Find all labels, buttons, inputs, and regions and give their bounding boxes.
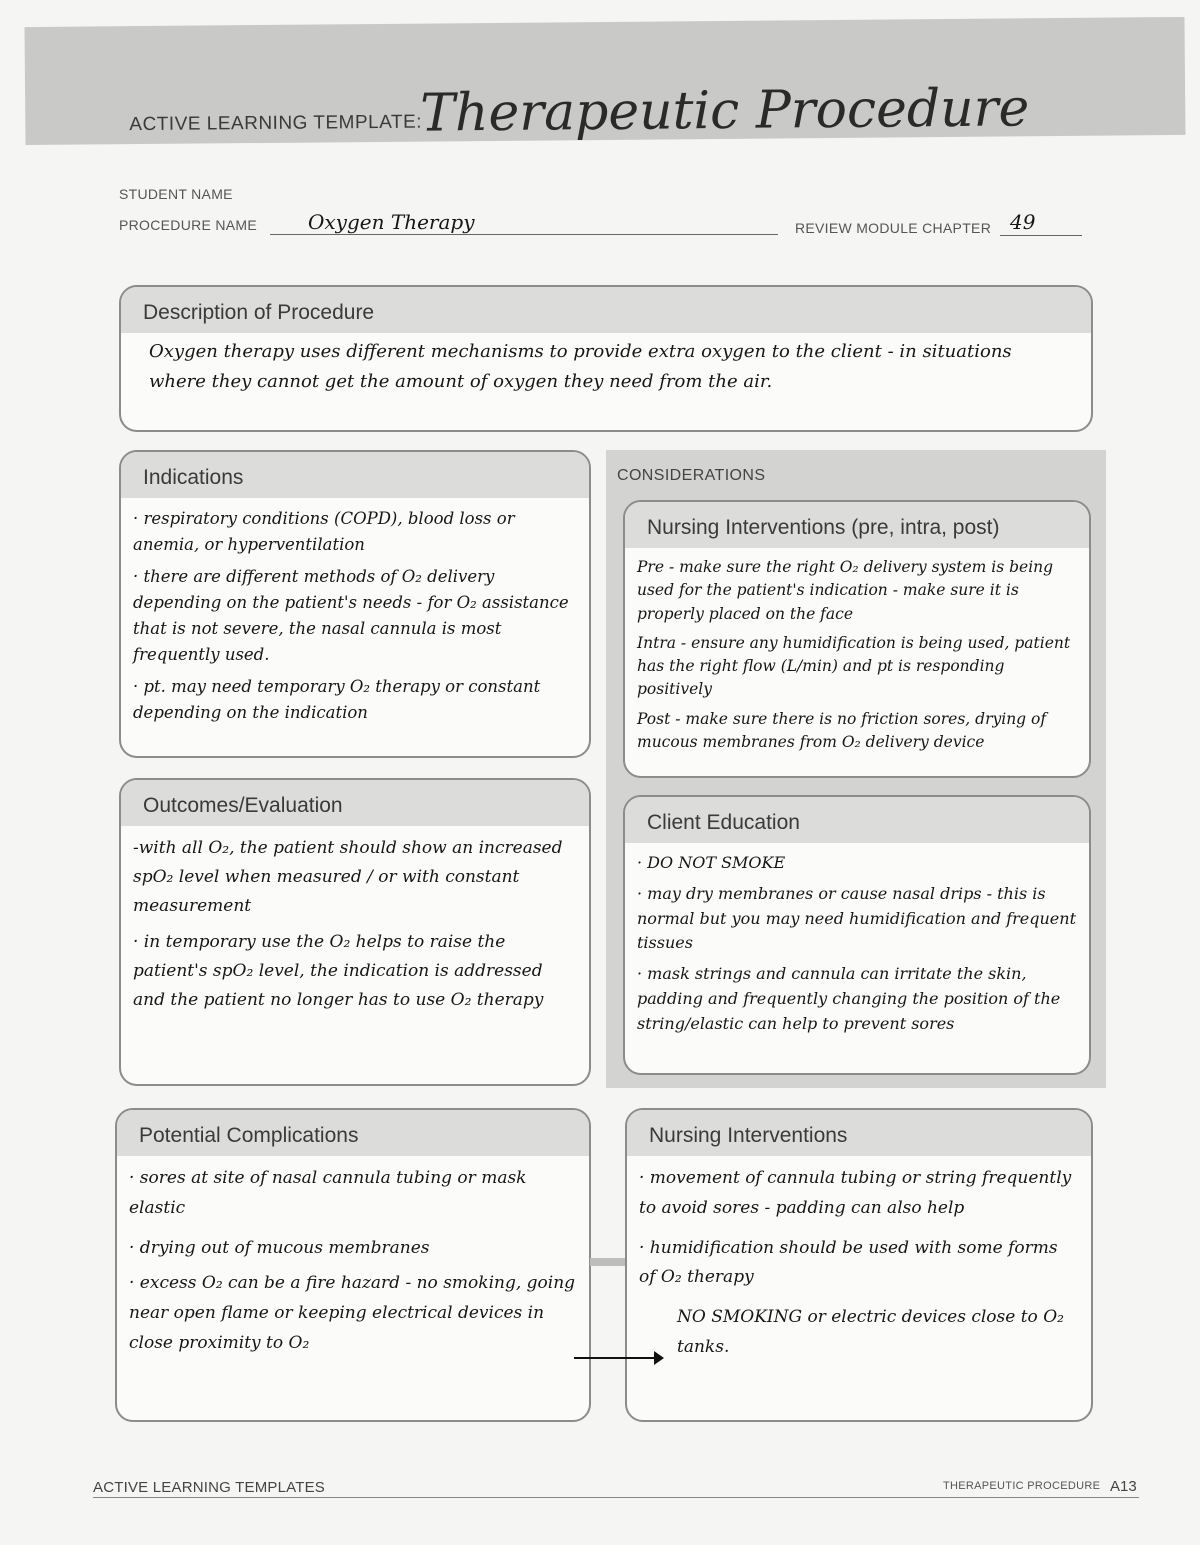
complications-box bbox=[115, 1108, 591, 1422]
nursing-pre-intra-post-title: Nursing Interventions (pre, intra, post) bbox=[625, 502, 1089, 548]
template-label: ACTIVE LEARNING TEMPLATE: bbox=[129, 111, 423, 136]
outcomes-item: -with all O₂, the patient should show an increased spO₂ level when measured / or with constant measurement bbox=[133, 838, 563, 917]
description-title: Description of Procedure bbox=[121, 287, 1091, 333]
complications-item: · drying out of mucous membranes bbox=[129, 1237, 430, 1258]
interventions-item: · humidification should be used with some forms of O₂ therapy bbox=[639, 1237, 1058, 1288]
nursing-interventions-box bbox=[625, 1108, 1093, 1422]
indications-item: · there are different methods of O₂ delivery depending on the patient's needs - for O₂ assistance that is not severe, the nasal cannula is most frequently used. bbox=[133, 567, 569, 665]
description-text: Oxygen therapy uses different mechanisms to provide extra oxygen to the client - in situations where they cannot get the amount of oxygen they need from the air. bbox=[149, 341, 1012, 392]
description-box bbox=[119, 285, 1093, 432]
client-education-title: Client Education bbox=[625, 797, 1089, 843]
education-item: · mask strings and cannula can irritate the skin, padding and frequently changing the position of the string/elastic can help to prevent sores bbox=[637, 964, 1061, 1033]
page-title: Therapeutic Procedure bbox=[420, 78, 1030, 144]
procedure-name-line bbox=[270, 234, 778, 235]
complications-item: · excess O₂ can be a fire hazard - no smoking, going near open flame or keeping electrical devices in close proximity to O₂ bbox=[129, 1273, 576, 1353]
outcomes-item: · in temporary use the O₂ helps to raise the patient's spO₂ level, the indication is addressed and the patient no longer has to use O₂ therapy bbox=[133, 931, 544, 1011]
student-name-label: STUDENT NAME bbox=[119, 186, 233, 202]
procedure-name-value[interactable]: Oxygen Therapy bbox=[308, 210, 475, 234]
education-item: · may dry membranes or cause nasal drips - this is normal but you may need humidification and frequent tissues bbox=[637, 883, 1076, 953]
nursing-post-item: Post - make sure there is no friction sores, drying of mucous membranes from O₂ delivery device bbox=[637, 709, 1047, 751]
outcomes-title: Outcomes/Evaluation bbox=[121, 780, 589, 826]
indications-box bbox=[119, 450, 591, 758]
footer-left: ACTIVE LEARNING TEMPLATES bbox=[93, 1479, 325, 1496]
nursing-interventions-title: Nursing Interventions bbox=[627, 1110, 1091, 1156]
page-number: A13 bbox=[1110, 1478, 1137, 1495]
nursing-pre-item: Pre - make sure the right O₂ delivery system is being used for the patient's indication - make sure it is properly placed on the face bbox=[637, 558, 1054, 623]
connector-bar bbox=[590, 1258, 626, 1266]
indications-item: · pt. may need temporary O₂ therapy or constant depending on the indication bbox=[133, 677, 541, 723]
interventions-item: NO SMOKING or electric devices close to O₂ tanks. bbox=[677, 1307, 1064, 1357]
review-module-value[interactable]: 49 bbox=[1010, 210, 1036, 234]
nursing-intra-item: Intra - ensure any humidification is being used, patient has the right flow (L/min) and pt is responding positively bbox=[637, 633, 1071, 699]
review-module-label: REVIEW MODULE CHAPTER bbox=[795, 220, 992, 236]
review-module-line bbox=[1000, 235, 1082, 236]
indications-title: Indications bbox=[121, 452, 589, 498]
interventions-item: · movement of cannula tubing or string frequently to avoid sores - padding can also help bbox=[639, 1168, 1072, 1218]
education-item: · DO NOT SMOKE bbox=[637, 853, 786, 872]
indications-item: · respiratory conditions (COPD), blood loss or anemia, or hyperventilation bbox=[133, 509, 515, 555]
outcomes-box bbox=[119, 778, 591, 1086]
footer-right: THERAPEUTIC PROCEDURE bbox=[943, 1480, 1101, 1492]
considerations-title: CONSIDERATIONS bbox=[617, 467, 766, 484]
complications-item: · sores at site of nasal cannula tubing or mask elastic bbox=[129, 1168, 527, 1218]
arrow-icon bbox=[574, 1357, 662, 1359]
nursing-pre-intra-post-box bbox=[623, 500, 1091, 778]
footer-rule bbox=[93, 1497, 1139, 1498]
client-education-box bbox=[623, 795, 1091, 1075]
header-banner bbox=[25, 17, 1186, 145]
procedure-name-label: PROCEDURE NAME bbox=[119, 217, 257, 233]
complications-title: Potential Complications bbox=[117, 1110, 589, 1156]
